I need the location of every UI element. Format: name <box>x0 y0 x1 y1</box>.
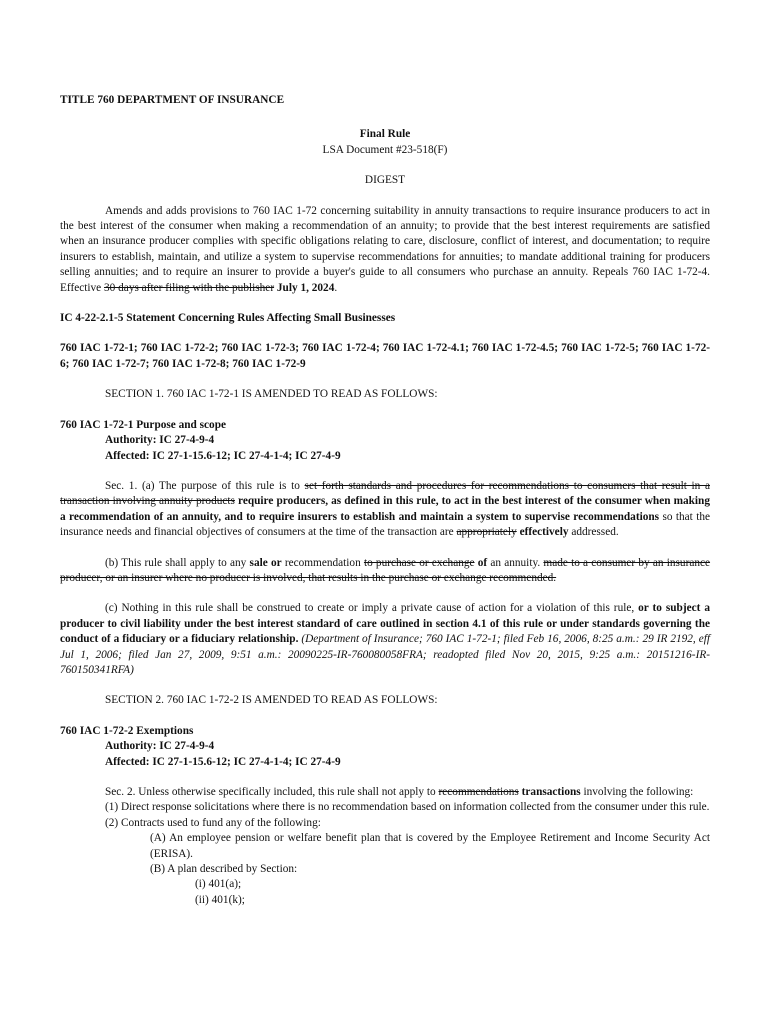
section-2-authority: Authority: IC 27-4-9-4 <box>105 740 215 753</box>
section-1-subsection-a <box>60 479 710 541</box>
section-2-rule-title: 760 IAC 1-72-2 Exemptions <box>60 724 194 737</box>
s1c-text: (c) Nothing in this rule shall be construed to create or imply a private cause of action for a violation of this rule, <box>105 602 635 615</box>
document-page <box>60 93 710 908</box>
digest-end: . <box>334 281 338 294</box>
final-rule-heading: Final Rule <box>359 128 411 141</box>
sub-list-item: (A) An employee pension or welfare benefit plan that is covered by the Employee Retirement and Income Security Act (ERISA). <box>150 832 710 860</box>
affected-sections-list: 760 IAC 1-72-1; 760 IAC 1-72-2; 760 IAC 1-72-3; 760 IAC 1-72-4; 760 IAC 1-72-4.1; 760 IAC 1-72-4.5; 760 IAC 1-72-5; 760 IAC 1-72-6; 760 IAC 1-72-7; 760 IAC 1-72-8; 760 IAC 1-72-9 <box>60 342 710 370</box>
s1b-struck-text-2: made to a consumer by an insurance producer, or an insurer where no producer is involved, that results in the purchase or exchange recommended. <box>60 556 711 584</box>
s1b-mid-text: recommendation <box>284 556 361 569</box>
sub-sub-list-item: (ii) 401(k); <box>195 893 245 906</box>
digest-paragraph <box>60 204 710 296</box>
section-1-affected: Affected: IC 27-1-15.6-12; IC 27-4-1-4; IC 27-4-9 <box>105 449 341 462</box>
sub-list-item: (B) A plan described by Section: <box>150 863 298 876</box>
s1a-struck-text: set forth standards and procedures for recommendations to consumers that result in a transaction involving annuity products <box>60 479 710 508</box>
s1a-bold-text: require producers, as defined in this rule, to act in the best interest of the consumer when making a recommendation of an annuity, and to require insurers to establish and maintain a system to supervise recommendations <box>60 495 710 523</box>
digest-effective-date: July 1, 2024 <box>276 281 335 294</box>
s1b-struck-text: to purchase or exchange <box>363 556 475 569</box>
s2-struck-text: recommendations <box>438 786 519 798</box>
s1b-mid-text-2: an annuity. <box>490 556 541 569</box>
s2-text: Sec. 2. Unless otherwise specifically included, this rule shall not apply to <box>105 786 436 798</box>
document-title: TITLE 760 DEPARTMENT OF INSURANCE <box>60 94 285 106</box>
s1a-end-text: addressed. <box>571 526 619 539</box>
section-1-subsection-c <box>60 601 710 678</box>
section-2-heading: SECTION 2. 760 IAC 1-72-2 IS AMENDED TO READ AS FOLLOWS: <box>105 694 438 707</box>
digest-struck-text: 30 days after filing with the publisher <box>104 281 275 294</box>
lsa-document-number: LSA Document #23-518(F) <box>322 143 448 156</box>
digest-heading: DIGEST <box>364 174 406 187</box>
s1c-bold-text: or to subject a producer to civil liability under the best interest standard of care outlined in section 4.1 of this rule or under standards governing the conduct of a fiduciary or a fiduciary relationship. <box>60 602 710 646</box>
section-1-authority: Authority: IC 27-4-9-4 <box>105 434 215 447</box>
section-1-heading: SECTION 1. 760 IAC 1-72-1 IS AMENDED TO READ AS FOLLOWS: <box>105 388 438 401</box>
list-item: (2) Contracts used to fund any of the following: <box>105 816 321 829</box>
small-business-heading: IC 4-22-2.1-5 Statement Concerning Rules Affecting Small Businesses <box>60 312 396 325</box>
section-2-intro <box>60 785 710 800</box>
digest-text: Amends and adds provisions to 760 IAC 1-72 concerning suitability in annuity transactions to require insurance producers to act in the best interest of the consumer when making a recommendation of an annuity; to provide that the best interest requirements are satisfied when an insurance producer complies with specific obligations relating to care, disclosure, conflict of interest, and documentation; to require insurers to establish, maintain, and utilize a system to supervise recommendations for annuities; to mandate additional training for producers selling annuities; and to require an insurer to provide a buyer's guide to all consumers who purchase an annuity. Repeals 760 IAC 1-72-4. Effective <box>60 204 710 294</box>
sub-sub-list-item: (i) 401(a); <box>195 878 242 891</box>
s1c-history-note: (Department of Insurance; 760 IAC 1-72-1; filed Feb 16, 2006, 8:25 a.m.: 29 IR 2192, eff Jul 1, 2006; filed Jan 27, 2009, 9:51 a.m.: 20090225-IR-760080058FRA; readopted filed Nov 20, 2015, 9:25 a.m.: 20151216-IR-760150341RFA) <box>60 633 711 676</box>
s2-end-text: involving the following: <box>583 786 694 798</box>
section-2-affected: Affected: IC 27-1-15.6-12; IC 27-4-1-4; IC 27-4-9 <box>105 755 341 768</box>
s1a-mid-text: so that the insurance needs and financial objectives of consumers at the time of the transaction are <box>60 510 711 539</box>
s2-bold-text: transactions <box>521 786 581 798</box>
s1b-bold-text: sale or <box>249 556 282 569</box>
section-1-subsection-b <box>60 556 710 587</box>
list-item: (1) Direct response solicitations where there is no recommendation based on information collected from the consumer under this rule. <box>105 801 710 814</box>
s1a-text: Sec. 1. (a) The purpose of this rule is to <box>105 479 300 492</box>
s1a-struck-text-2: appropriately <box>456 526 517 539</box>
s1b-bold-text-2: of <box>477 556 488 569</box>
section-1-rule-title: 760 IAC 1-72-1 Purpose and scope <box>60 418 227 431</box>
s1a-bold-text-2: effectively <box>519 526 569 539</box>
s1b-text: (b) This rule shall apply to any <box>105 556 247 569</box>
